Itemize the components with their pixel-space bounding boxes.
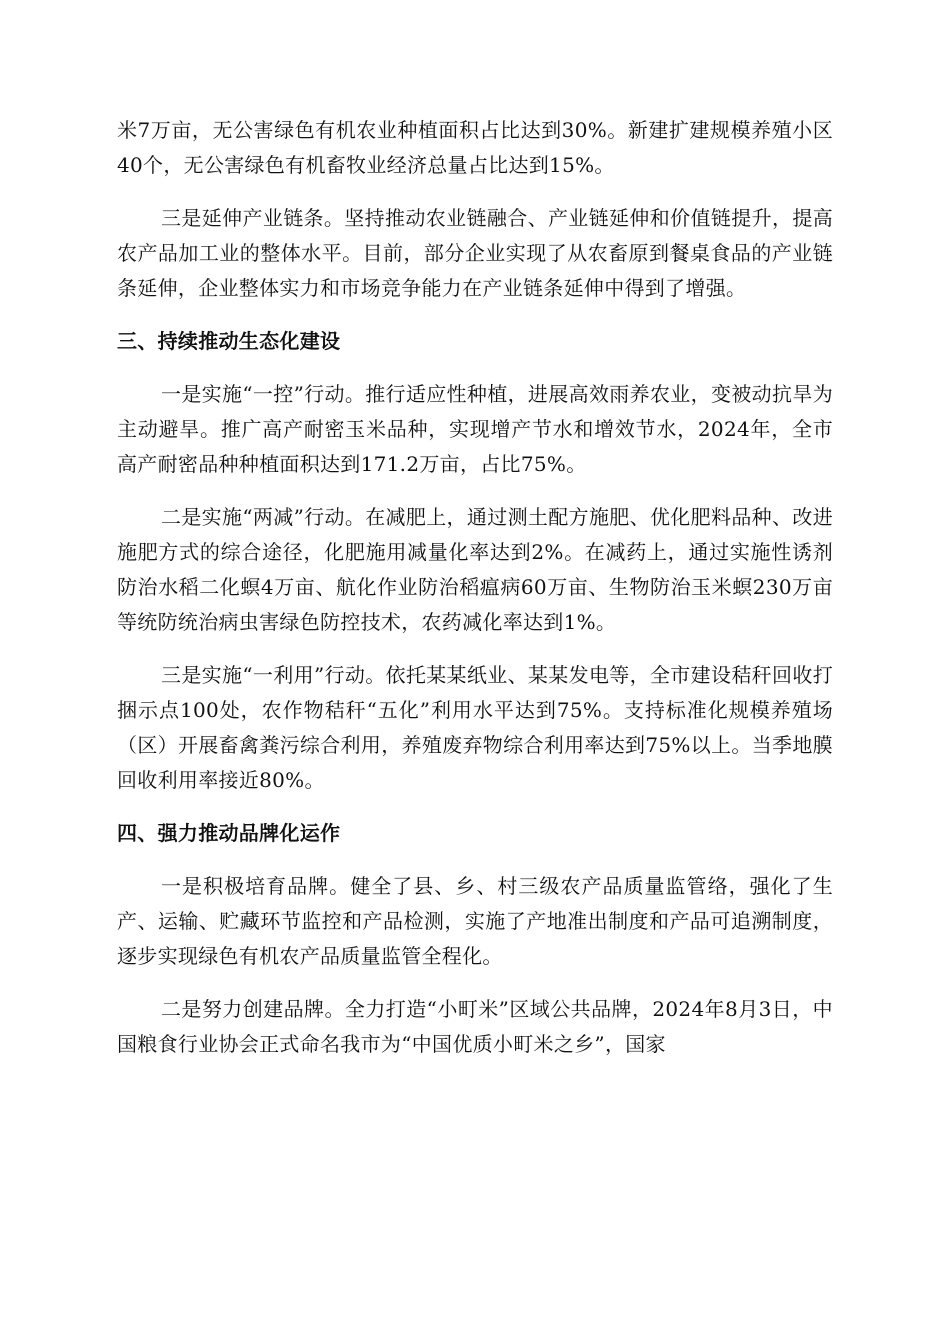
paragraph-one-utilization: 三是实施“一利用”行动。依托某某纸业、某某发电等，全市建设秸秆回收打捆示点100处，农作物秸秆“五化”利用水平达到75%。支持标准化规模养殖场（区）开展畜禽粪污综合利用，养殖废弃物综合利用率达到75%以上。当季地膜回收利用率接近80%。 [117,663,833,792]
section-heading-ecology: 三、持续推动生态化建设 [117,329,341,353]
paragraph-one-control: 一是实施“一控”行动。推行适应性种植，进展高效雨养农业，变被动抗旱为主动避旱。推广高产耐密玉米品种，实现增产节水和增效节水，2024年，全市高产耐密品种种植面积达到171.2万亩，占比75%。 [117,382,833,476]
paragraph-create-brand: 二是努力创建品牌。全力打造“小町米”区域公共品牌，2024年8月3日，中国粮食行业协会正式命名我市为“中国优质小町米之乡”，国家 [117,997,833,1056]
paragraph-cultivate-brand: 一是积极培育品牌。健全了县、乡、村三级农产品质量监管络，强化了生产、运输、贮藏环节监控和产品检测，实施了产地准出制度和产品可追溯制度，逐步实现绿色有机农产品质量监管全程化。 [117,874,833,968]
paragraph-two-reductions: 二是实施“两减”行动。在减肥上，通过测土配方施肥、优化肥料品种、改进施肥方式的综合途径，化肥施用减量化率达到2%。在减药上，通过实施性诱剂防治水稻二化螟4万亩、航化作业防治稻瘟病60万亩、生物防治玉米螟230万亩等统防统治病虫害绿色防控技术，农药减化率达到1%。 [117,505,833,634]
paragraph-extend-industry-chain: 三是延伸产业链条。坚持推动农业链融合、产业链延伸和价值链提升，提高农产品加工业的整体水平。目前，部分企业实现了从农畜原到餐桌食品的产业链条延伸，企业整体实力和市场竞争能力在产业链条延伸中得到了增强。 [117,206,833,300]
section-heading-branding: 四、强力推动品牌化运作 [117,821,341,845]
paragraph-continuation: 米7万亩，无公害绿色有机农业种植面积占比达到30%。新建扩建规模养殖小区40个，无公害绿色有机畜牧业经济总量占比达到15%。 [117,118,833,177]
document-page [117,113,833,1080]
